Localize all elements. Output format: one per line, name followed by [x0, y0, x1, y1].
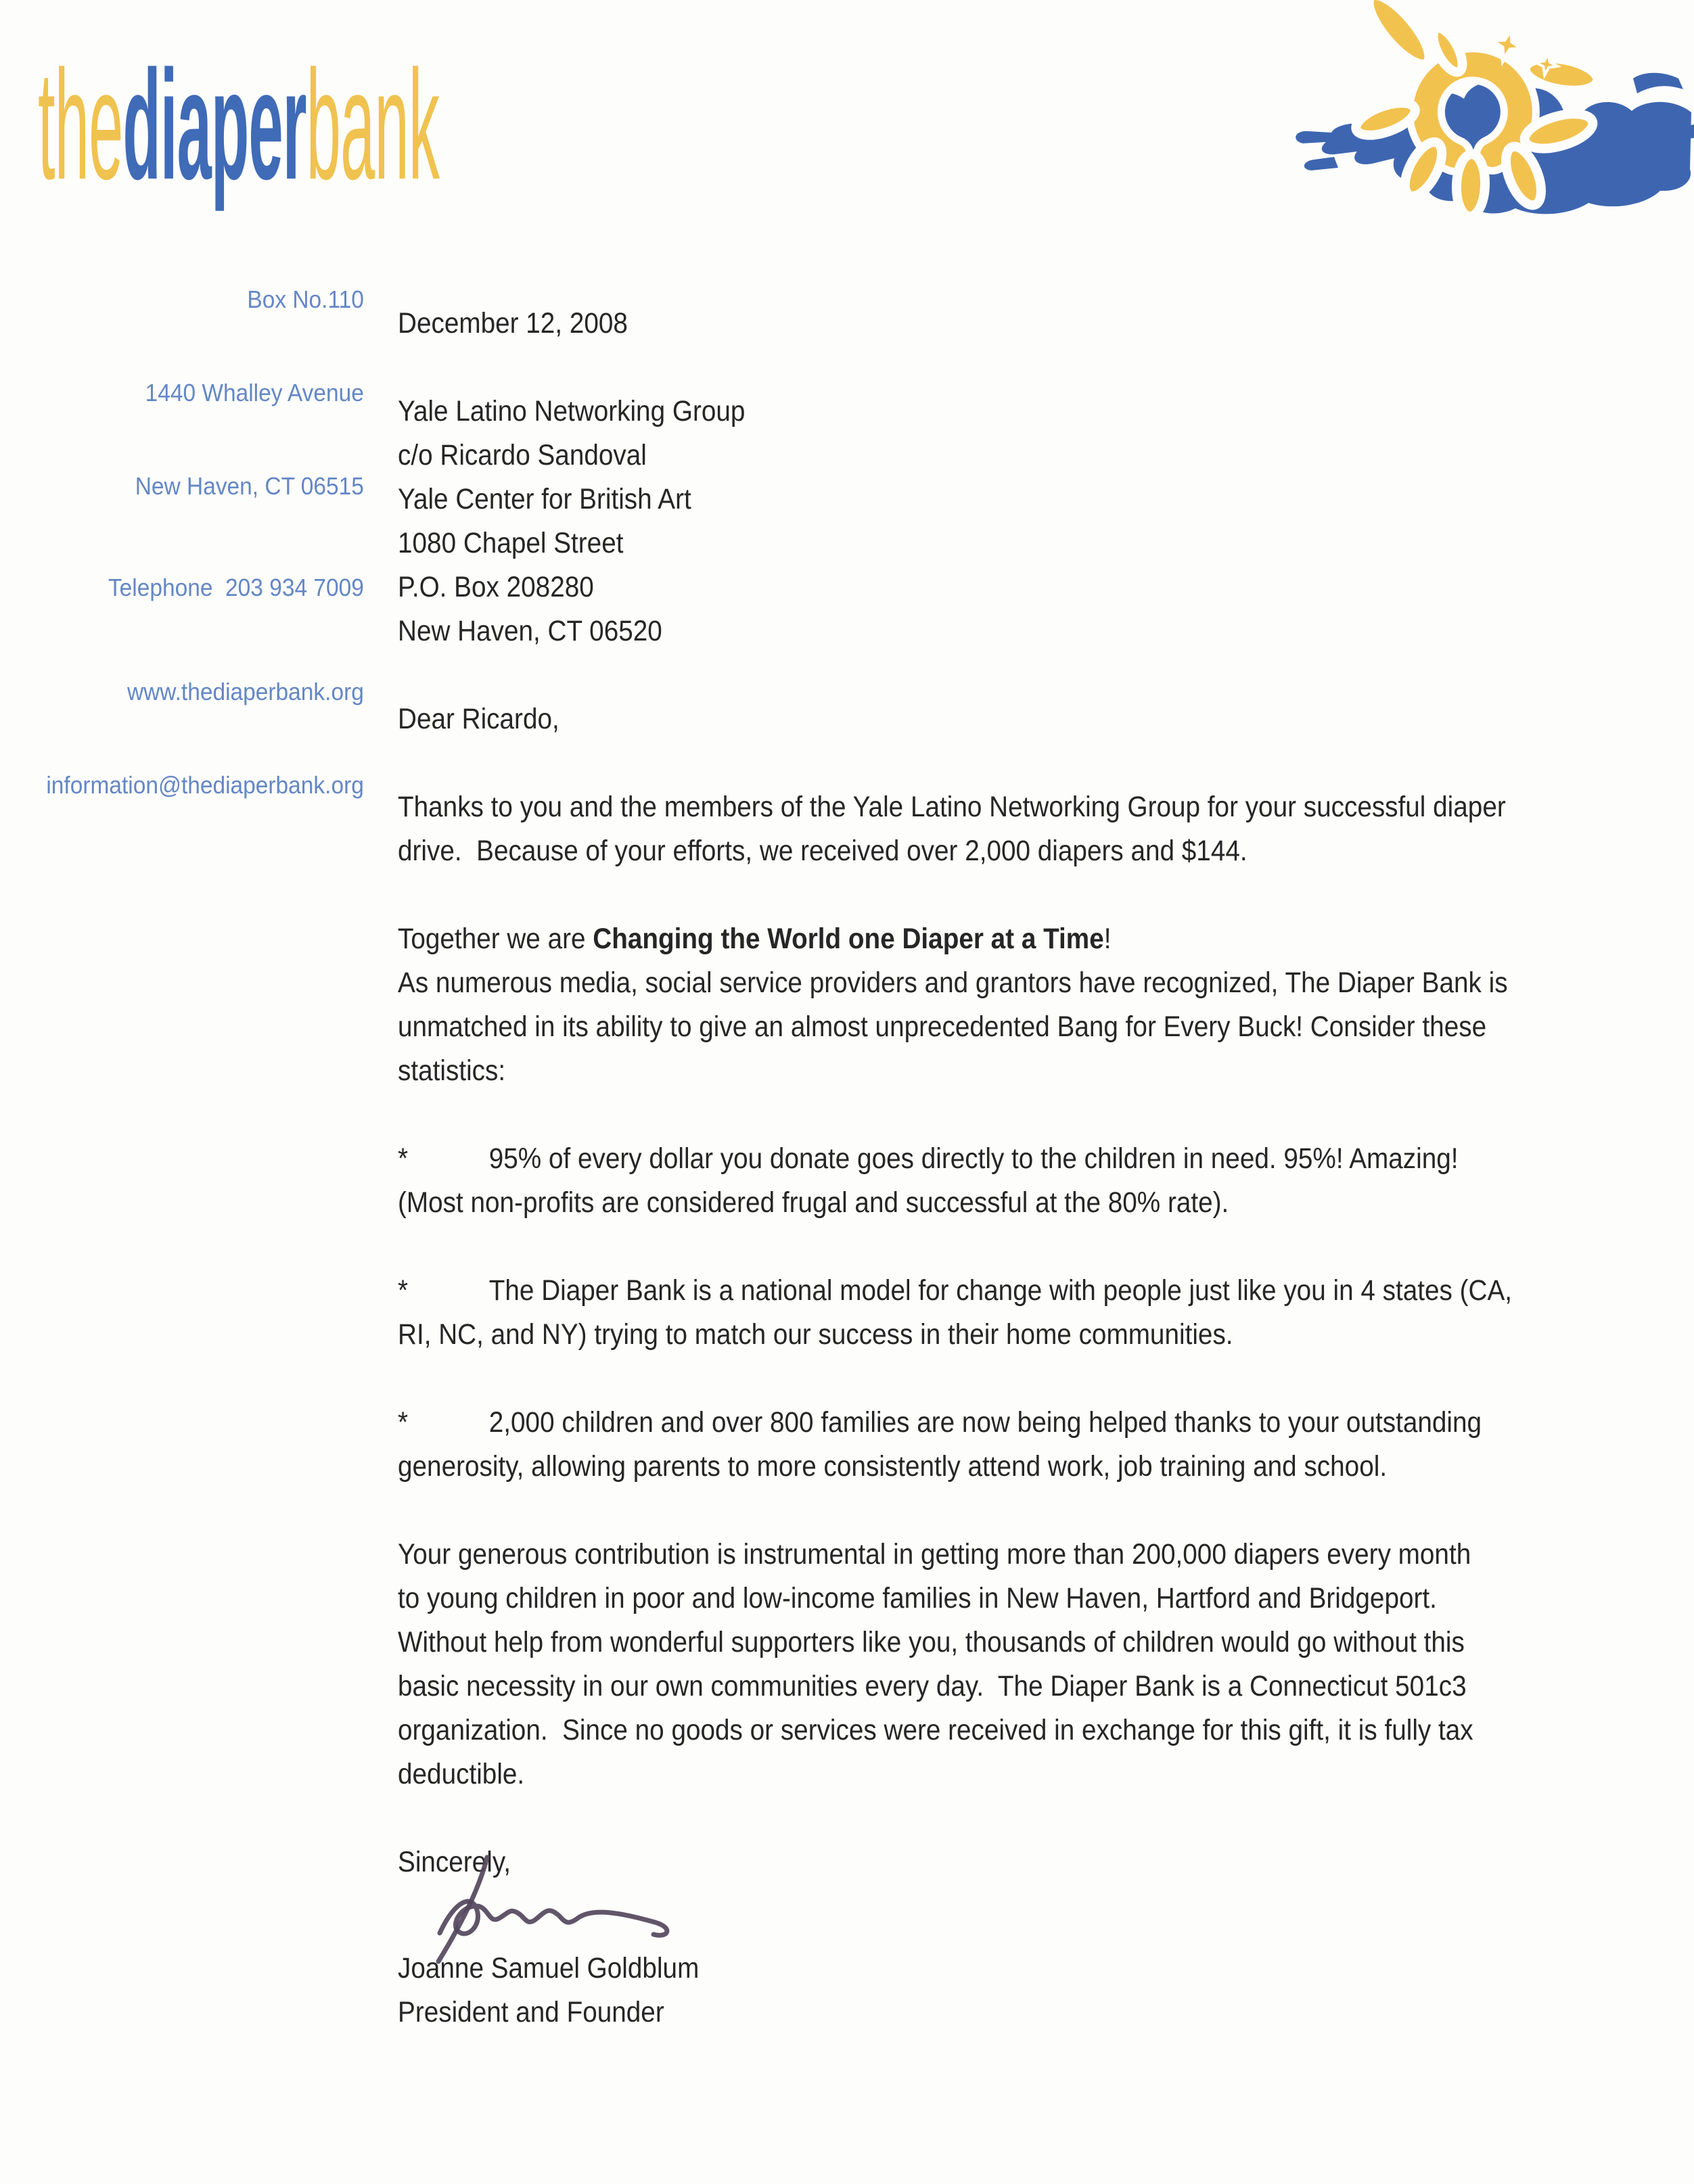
bullet-first-line — [398, 1401, 1664, 1445]
logo-text-bank: bank — [306, 38, 440, 212]
signer-name: Joanne Samuel Goldblum — [398, 1952, 700, 1984]
contact-website: www.thediaperbank.org — [127, 678, 364, 705]
text-line: statistics: — [398, 1054, 506, 1087]
text-line: unmatched in its ability to give an almost unprecedented Bang for Every Buck! Consider these — [398, 1010, 1487, 1043]
bullet-marker: * — [398, 1406, 409, 1439]
text-line: 1080 Chapel Street — [398, 527, 624, 559]
text-line: basic necessity in our own communities every day. The Diaper Bank is a Connecticut 501c3 — [398, 1670, 1467, 1702]
paragraph-recognized — [398, 961, 1664, 1093]
contact-street: 1440 Whalley Avenue — [145, 379, 365, 406]
text-line: (Most non-profits are considered frugal and successful at the 80% rate). — [398, 1186, 1229, 1219]
text-line: c/o Ricardo Sandoval — [398, 439, 647, 471]
handwritten-signature — [398, 1851, 716, 1969]
text-line: Dear Ricardo, — [398, 703, 559, 735]
text-line: Yale Latino Networking Group — [398, 395, 746, 427]
paragraph-contribution — [398, 1533, 1664, 1796]
text-line: As numerous media, social service providers and grantors have recognized, The Diaper Bank is — [398, 967, 1508, 999]
diaper-bank-logo — [38, 38, 440, 212]
text-line: organization. Since no goods or services were received in exchange for this gift, it is fully tax — [398, 1714, 1473, 1746]
signer-title: President and Founder — [398, 1996, 664, 2028]
logo-text-diaper: diaper — [122, 38, 306, 212]
text-line: December 12, 2008 — [398, 307, 628, 340]
text-line: Your generous contribution is instrumental in getting more than 200,000 diapers every month — [398, 1538, 1471, 1571]
together-prefix: Together we are — [398, 923, 593, 955]
text-line: deductible. — [398, 1758, 525, 1790]
contact-box: Box No.110 — [247, 285, 364, 313]
bullet-first-line — [398, 1269, 1664, 1313]
bullet-item — [398, 1401, 1664, 1489]
contact-city: New Haven, CT 06515 — [135, 472, 364, 500]
bullet-marker: * — [398, 1274, 409, 1307]
text-line: RI, NC, and NY) trying to match our success in their home communities. — [398, 1318, 1233, 1351]
text-line: P.O. Box 208280 — [398, 571, 594, 603]
text-line — [398, 917, 1664, 961]
together-bold-phrase: Changing the World one Diaper at a Time — [593, 923, 1104, 955]
text-line: generosity, allowing parents to more consistently attend work, job training and school. — [398, 1450, 1388, 1483]
text-line: drive. Because of your efforts, we received over 2,000 diapers and $144. — [398, 835, 1247, 867]
bullet-item — [398, 1269, 1664, 1357]
bullet-continuation — [398, 1181, 1664, 1225]
text-line: Thanks to you and the members of the Yale Latino Networking Group for your successful diaper — [398, 791, 1506, 823]
text-line: New Haven, CT 06520 — [398, 615, 662, 647]
text-line: Without help from wonderful supporters like you, thousands of children would go without this — [398, 1626, 1465, 1658]
contact-email: information@thediaperbank.org — [46, 771, 364, 799]
text-line: to young children in poor and low-income families in New Haven, Hartford and Bridgeport. — [398, 1582, 1437, 1614]
bullet-continuation — [398, 1313, 1664, 1357]
letterhead-contact-block — [46, 222, 364, 863]
recipient-address — [398, 390, 1664, 653]
bullet-text: The Diaper Bank is a national model for change with people just like you in 4 states (CA, — [488, 1274, 1513, 1307]
logo-text-the: the — [38, 38, 123, 212]
letter-body — [398, 302, 1664, 2035]
bullet-marker: * — [398, 1142, 409, 1175]
letter-date — [398, 302, 1664, 346]
bullet-text: 2,000 children and over 800 families are now being helped thanks to your outstanding — [488, 1406, 1482, 1439]
contact-phone: Telephone 203 934 7009 — [108, 574, 364, 601]
paragraph-thanks — [398, 785, 1664, 873]
sun-splash-icon — [1256, 0, 1694, 231]
text-line: Sincerely, — [398, 1846, 511, 1878]
bullet-item — [398, 1137, 1664, 1225]
bullet-continuation — [398, 1445, 1664, 1489]
bullet-first-line — [398, 1137, 1664, 1181]
salutation — [398, 697, 1664, 741]
together-suffix: ! — [1103, 923, 1112, 955]
text-line: Yale Center for British Art — [398, 483, 691, 515]
paragraph-together — [398, 917, 1664, 1093]
bullet-text: 95% of every dollar you donate goes directly to the children in need. 95%! Amazing! — [488, 1142, 1459, 1175]
